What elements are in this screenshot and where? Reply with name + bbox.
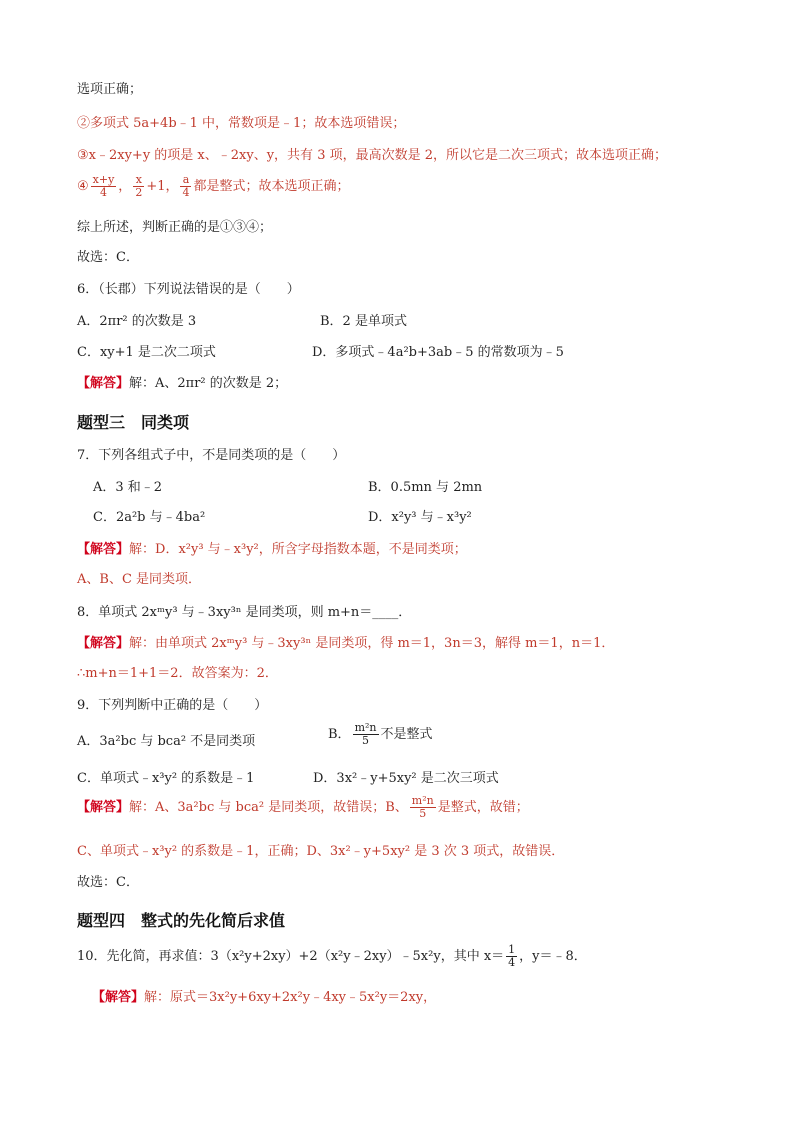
section-heading: 题型四 整式的先化简后求值 [77,911,286,930]
text-line: 选项正确； [77,82,143,97]
answer-text: 解：A、3a²bc 与 bca² 是同类项，故错误；B、 [129,800,408,815]
option-b: B．0.5mn 与 2mn [368,480,483,495]
answer-line [77,376,287,392]
question-9: 9．下列判断中正确的是（ ） [77,698,268,713]
question-6: 6．（长郡）下列说法错误的是（ ） [77,282,300,297]
option-c: C．xy+1 是二次二项式 [77,345,216,360]
fraction [91,174,117,199]
answer-text: 解：原式＝3x²y+6xy+2x²y﹣4xy﹣5x²y＝2xy， [144,990,437,1005]
fraction [410,795,436,820]
fraction [180,174,191,199]
text-line-fractions [77,174,350,200]
numerator: a [180,174,191,187]
inline-text: +1， [146,179,179,194]
question-8: 8．单项式 2xᵐy³ 与﹣3xy³ⁿ 是同类项，则 m+n＝____． [77,605,412,620]
denominator: 4 [99,186,107,199]
answer-text: ∴m+n＝1+1＝2．故答案为：2． [77,666,278,681]
denominator: 5 [362,734,370,747]
numerator: x+y [92,173,115,186]
denominator: 5 [419,807,427,820]
answer-tag: 【解答】 [77,800,130,815]
question-7: 7．下列各组式子中，不是同类项的是（ ） [77,448,346,463]
option-label: B． [328,727,351,742]
text-line: 故选：C． [77,875,139,890]
numerator: x [133,174,144,187]
denominator: 4 [508,956,516,969]
answer-line [77,636,614,652]
answer-text: 解：A、2πr² 的次数是 2； [129,376,288,391]
circled-number: ④ [77,179,89,194]
fraction [506,944,517,969]
numerator: 1 [508,943,516,956]
inline-text: 不是整式 [380,727,433,742]
answer-tag: 【解答】 [77,636,130,651]
answer-tag: 【解答】 [77,542,130,557]
denominator: 2 [135,186,143,199]
text-line: 故选：C． [77,250,139,265]
answer-tag: 【解答】 [92,990,145,1005]
option-a: A．3a²bc 与 bca² 不是同类项 [77,734,256,749]
answer-text: C、单项式﹣x³y² 的系数是﹣1，正确；D、3x²﹣y+5xy² 是 3 次 3 项式，故错误． [77,844,565,859]
option-d: D．x²y³ 与﹣x³y² [368,510,472,525]
text-line: ③x﹣2xy+y 的项是 x、﹣2xy、y，共有 3 项，最高次数是 2，所以它是二次三项式；故本选项正确； [77,148,667,163]
question-10 [77,944,587,970]
numerator: m²n [354,721,377,734]
text-line: ②多项式 5a+4b﹣1 中，常数项是﹣1；故本选项错误； [77,116,406,131]
answer-text: 解：D．x²y³ 与﹣x³y²，所含字母指数本题，不是同类项； [129,542,467,557]
fraction [133,174,144,199]
option-b: B．2 是单项式 [320,314,407,329]
answer-line [92,990,436,1006]
option-a: A．2πr² 的次数是 3 [77,314,197,329]
question-text: 10．先化简，再求值：3（x²y+2xy）+2（x²y﹣2xy）﹣5x²y，其中 x＝ [77,949,505,964]
answer-text: 是整式，故错； [437,800,529,815]
option-c: C．单项式﹣x³y² 的系数是﹣1 [77,771,255,786]
inline-text: 都是整式；故本选项正确； [193,179,350,194]
answer-text: A、B、C 是同类项． [77,572,202,587]
option-d: D．3x²﹣y+5xy² 是二次三项式 [313,771,499,786]
answer-text: 解：由单项式 2xᵐy³ 与﹣3xy³ⁿ 是同类项，得 m＝1，3n＝3，解得 m＝1，n＝1． [129,636,615,651]
denominator: 4 [182,186,190,199]
fraction [353,722,379,747]
option-b [328,722,433,748]
option-d: D．多项式﹣4a²b+3ab﹣5 的常数项为﹣5 [312,345,564,360]
option-a: A．3 和﹣2 [93,480,163,495]
answer-line [77,795,529,821]
text-line: 综上所述，判断正确的是①③④； [77,220,273,235]
option-c: C．2a²b 与﹣4ba² [93,510,206,525]
question-text: ，y＝﹣8． [519,949,587,964]
separator: ， [118,179,132,194]
answer-tag: 【解答】 [77,376,130,391]
numerator: m²n [411,794,434,807]
answer-line [77,542,467,558]
section-heading: 题型三 同类项 [77,413,190,432]
